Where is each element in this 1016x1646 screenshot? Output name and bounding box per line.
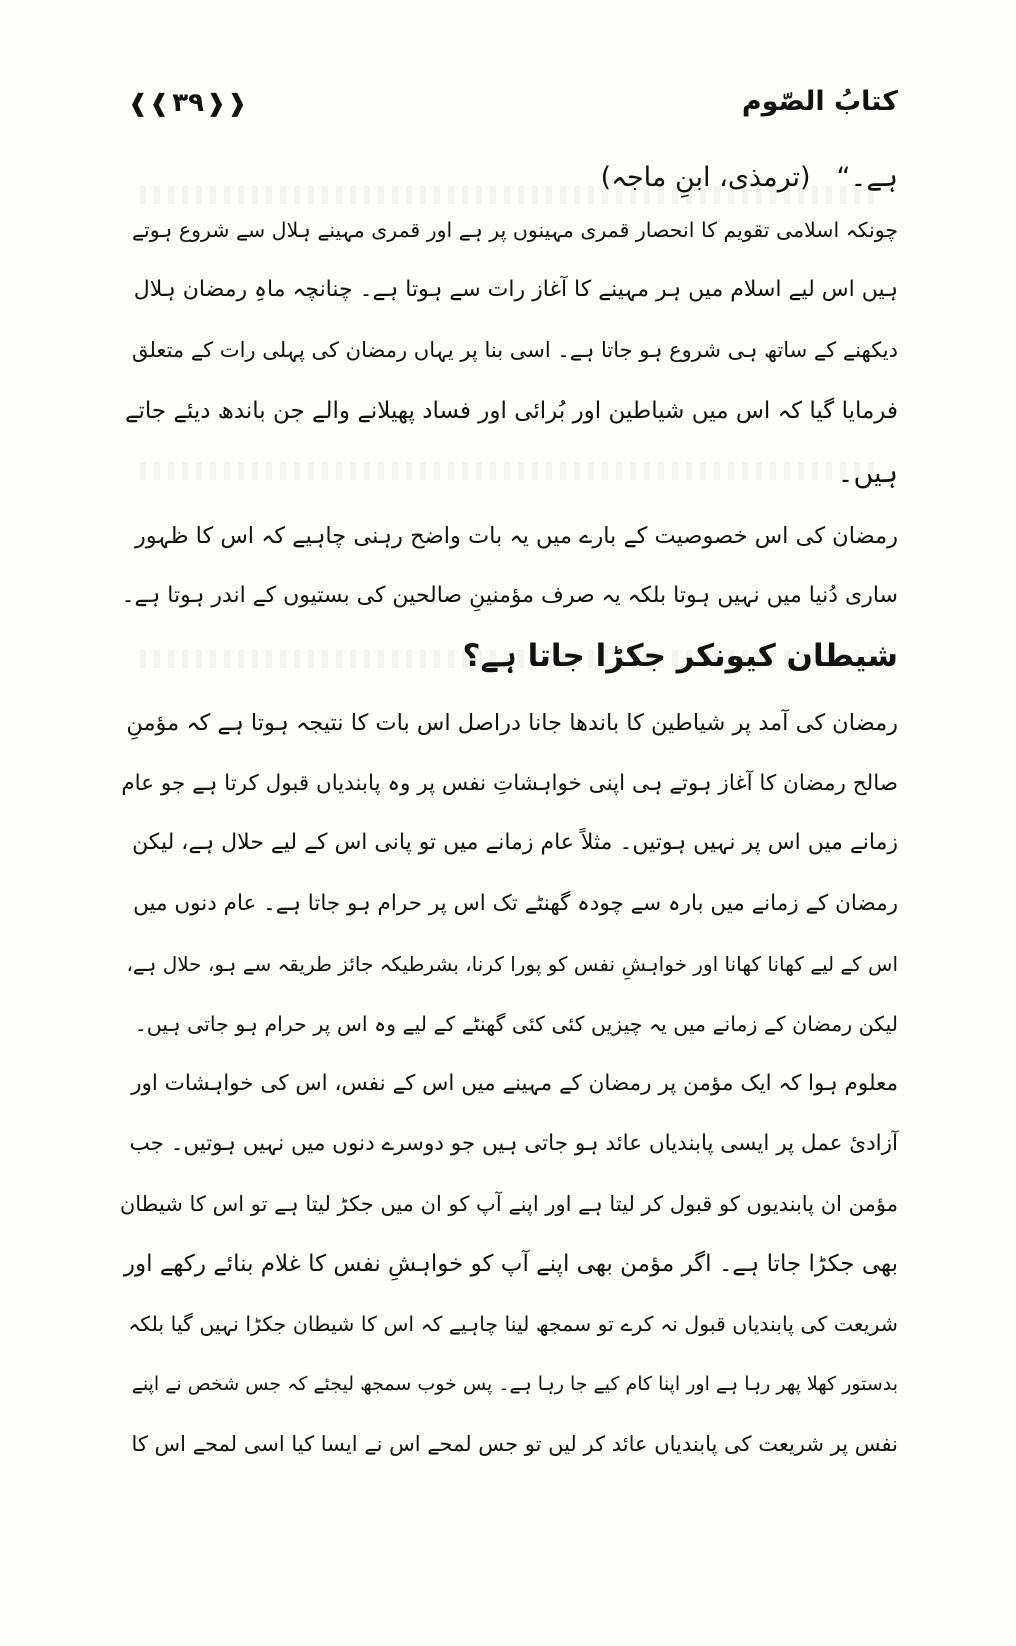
line-text: ہے۔“ [836,162,898,193]
section-heading: شیطان کیونکر جکڑا جاتا ہے؟ [462,638,898,674]
text-line: ہیں اس لیے اسلام میں ہر مہینے کا آغاز رات سے ہوتا ہے۔ چنانچہ ماہِ رمضان ہلال [133,277,898,302]
text-line: بھی جکڑا جاتا ہے۔ اگر مؤمن بھی اپنے آپ کو خواہشِ نفس کا غلام بنائے رکھے اور [123,1251,898,1277]
text-line: بدستور کھلا پھر رہا ہے اور اپنا کام کیے جا رہا ہے۔ پس خوب سمجھ لیجئے کہ جس شخص نے اپنے [131,1373,898,1395]
text-line: نفس پر شریعت کی پابندیاں عائد کر لیں تو جس لمحے اس نے ایسا کیا اسی لمحے اس کا [131,1432,898,1456]
ornament-right: ❱❱ [128,89,171,117]
text-line: چونکہ اسلامی تقویم کا انحصار قمری مہینوں پر ہے اور قمری مہینے ہلال سے شروع ہوتے [132,218,898,242]
running-title: کتابُ الصّوم [741,86,898,117]
page-number-value: ۳۹ [172,88,204,118]
text-line: ہیں۔ [837,458,898,489]
text-line: اس کے لیے کھانا کھانا اور خواہشِ نفس کو پورا کرنا، بشرطیکہ جائز طریقہ سے ہو، حلال ہے، [126,952,898,976]
page-header [120,82,898,132]
text-line [601,158,898,198]
text-line: ساری دُنیا میں نہیں ہوتا بلکہ یہ صرف مؤمنینِ صالحین کی بستیوں کے اندر ہوتا ہے۔ [121,583,898,608]
text-line: شریعت کی پابندیاں قبول نہ کرے تو سمجھ لینا چاہیے کہ اس کا شیطان جکڑا نہیں گیا بلکہ [128,1312,898,1336]
text-line: رمضان کی آمد پر شیاطین کا باندھا جانا دراصل اس بات کا نتیجہ ہوتا ہے کہ مؤمنِ [126,710,898,736]
ornament-left: ❰❰ [205,89,249,117]
text-line: صالح رمضان کا آغاز ہوتے ہی اپنی خواہشاتِ نفس پر وہ پابندیاں قبول کرتا ہے جو عام [121,771,898,796]
text-line: رمضان کے زمانے میں بارہ سے چودہ گھنٹے تک اس پر حرام ہو جاتا ہے۔ عام دنوں میں [133,891,898,916]
text-line: زمانے میں اس پر نہیں ہوتیں۔ مثلاً عام زمانے میں تو پانی اس کے لیے حلال ہے، لیکن [132,830,898,855]
text-line: رمضان کی اس خصوصیت کے بارے میں یہ بات واضح رہنی چاہیے کہ اس کا ظہور [134,523,898,549]
text-line: لیکن رمضان کے زمانے میں یہ چیزیں کئی کئی گھنٹے کے لیے وہ اس پر حرام ہو جاتی ہیں۔ [134,1012,898,1036]
text-line: آزادیٔ عمل پر ایسی پابندیاں عائد ہو جاتی ہیں جو دوسرے دنوں میں نہیں ہوتیں۔ جب [129,1131,898,1156]
text-line: معلوم ہوا کہ ایک مؤمن پر رمضان کے مہینے میں اس کے نفس، اس کی خواہشات اور [131,1071,898,1096]
bleed-through-shadow [140,462,876,480]
citation-reference: (ترمذی، ابنِ ماجہ) [600,162,811,193]
page-number [126,88,250,118]
text-line: مؤمن ان پابندیوں کو قبول کر لیتا ہے اور اپنے آپ کو ان میں جکڑ لیتا ہے تو اس کا شیطان [119,1192,898,1216]
text-line: فرمایا گیا کہ اس میں شیاطین اور بُرائی اور فساد پھیلانے والے جن باندھ دیئے جاتے [124,398,898,424]
text-line: دیکھنے کے ساتھ ہی شروع ہو جاتا ہے۔ اسی بنا پر یہاں رمضان کی پہلی رات کے متعلق [131,338,898,362]
